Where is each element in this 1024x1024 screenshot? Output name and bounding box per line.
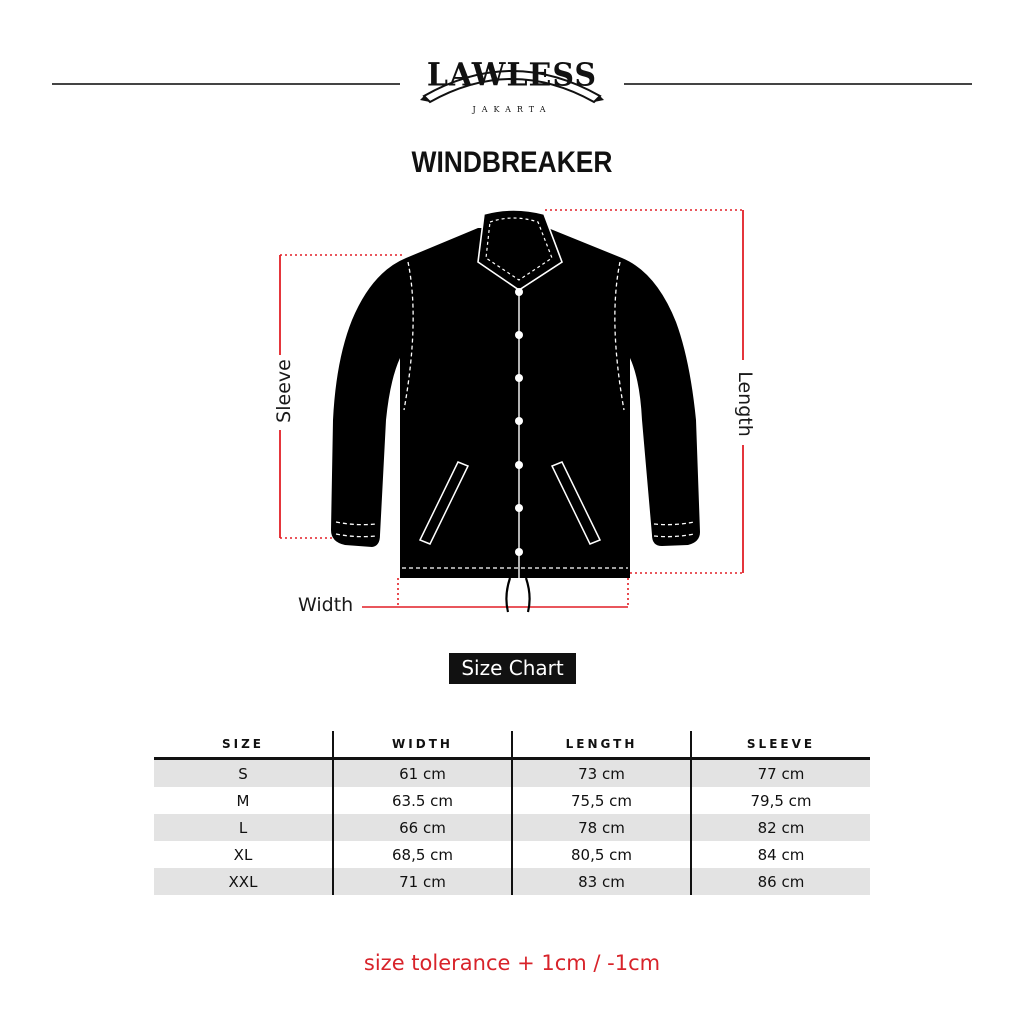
cell-sleeve: 86 cm xyxy=(691,868,870,895)
header-width: WIDTH xyxy=(333,731,512,759)
product-title: WINDBREAKER xyxy=(411,146,613,179)
header-size: SIZE xyxy=(154,731,333,759)
size-tolerance-note: size tolerance + 1cm / -1cm xyxy=(363,951,661,975)
cell-sleeve: 84 cm xyxy=(691,841,870,868)
brand-name: LAWLESS xyxy=(426,57,598,94)
jacket-illustration xyxy=(331,210,700,612)
cell-width: 71 cm xyxy=(333,868,512,895)
sleeve-label: Sleeve xyxy=(272,359,295,423)
cell-width: 68,5 cm xyxy=(333,841,512,868)
table-row xyxy=(154,868,870,895)
header-length: LENGTH xyxy=(512,731,691,759)
cell-width: 63.5 cm xyxy=(333,787,512,814)
cell-length: 73 cm xyxy=(512,759,691,788)
size-table xyxy=(154,731,870,895)
header-sleeve: SLEEVE xyxy=(691,731,870,759)
cell-width: 66 cm xyxy=(333,814,512,841)
width-measure-line xyxy=(362,578,628,607)
brand-sub: JAKARTA xyxy=(472,105,552,114)
cell-size: S xyxy=(154,759,333,788)
cell-width: 61 cm xyxy=(333,759,512,788)
cell-length: 80,5 cm xyxy=(512,841,691,868)
width-label: Width xyxy=(298,594,354,616)
cell-size: XXL xyxy=(154,868,333,895)
cell-sleeve: 79,5 cm xyxy=(691,787,870,814)
table-row xyxy=(154,759,870,788)
size-table-header xyxy=(154,731,870,759)
cell-size: XL xyxy=(233,845,253,864)
size-chart-badge: Size Chart xyxy=(449,653,576,684)
cell-size: M xyxy=(236,791,250,810)
table-row xyxy=(154,841,870,868)
cell-length: 78 cm xyxy=(512,814,691,841)
cell-sleeve: 77 cm xyxy=(691,759,870,788)
table-row xyxy=(154,787,870,814)
cell-size: L xyxy=(154,814,333,841)
cell-length: 75,5 cm xyxy=(512,787,691,814)
cell-length: 83 cm xyxy=(512,868,691,895)
cell-sleeve: 82 cm xyxy=(691,814,870,841)
length-label: Length xyxy=(733,371,756,437)
table-row xyxy=(154,814,870,841)
